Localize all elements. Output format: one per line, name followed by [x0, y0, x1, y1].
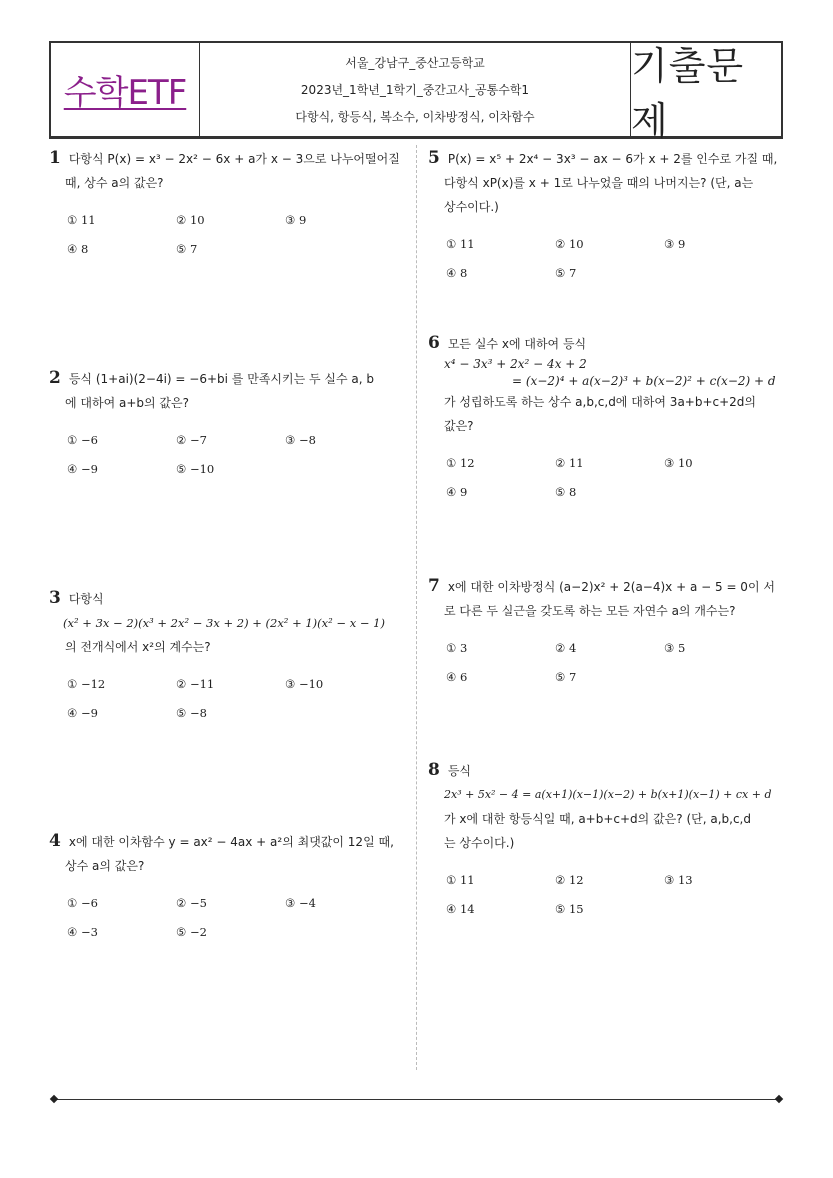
- choice-2[interactable]: ② −11: [176, 676, 215, 691]
- choice-3[interactable]: ③ −10: [285, 676, 324, 691]
- question-text-line: 때, 상수 a의 값은?: [65, 176, 164, 190]
- past-exam-label: 기출문제: [631, 43, 745, 143]
- choice-5[interactable]: ⑤ 7: [176, 241, 198, 256]
- question-text-line: 다항식 xP(x)를 x + 1로 나누었을 때의 나머지는? (단, a는: [444, 176, 754, 190]
- question-text-line: x에 대한 이차함수 y = ax² − 4ax + a²의 최댓값이 12일 때,: [68, 835, 394, 849]
- question-text-line: 는 상수이다.): [444, 836, 515, 850]
- question-7: [428, 574, 783, 691]
- choice-2[interactable]: ② 11: [555, 455, 584, 470]
- choice-1[interactable]: ① 3: [446, 640, 468, 655]
- choice-1[interactable]: ① −12: [67, 676, 106, 691]
- choice-5[interactable]: ⑤ 7: [555, 669, 577, 684]
- footer-rule: [54, 1099, 780, 1100]
- question-expression: (x² + 3x − 2)(x³ + 2x² − 3x + 2) + (2x² + 1)(x² − x − 1): [63, 616, 385, 630]
- question-text-line: 상수 a의 값은?: [65, 859, 145, 873]
- footer-diamond-right-icon: [775, 1095, 783, 1103]
- choice-1[interactable]: ① 11: [67, 212, 96, 227]
- choice-3[interactable]: ③ 13: [664, 872, 693, 887]
- question-number: 4: [49, 831, 61, 851]
- brand-logo: 수학ETF: [63, 73, 187, 113]
- question-6: [428, 331, 783, 506]
- choice-2[interactable]: ② 10: [555, 236, 584, 251]
- answer-choices: [428, 229, 783, 287]
- question-text-line: 의 전개식에서 x²의 계수는?: [65, 640, 211, 654]
- question-text-line: 가 x에 대한 항등식일 때, a+b+c+d의 값은? (단, a,b,c,d: [444, 812, 751, 826]
- question-1: [49, 146, 399, 263]
- footer-diamond-left-icon: [50, 1095, 58, 1103]
- choice-5[interactable]: ⑤ 7: [555, 265, 577, 280]
- question-text-line: 모든 실수 x에 대하여 등식: [447, 337, 587, 351]
- answer-choices: [49, 205, 399, 263]
- choice-3[interactable]: ③ −4: [285, 895, 316, 910]
- choice-5[interactable]: ⑤ −8: [176, 705, 207, 720]
- choice-3[interactable]: ③ 10: [664, 455, 693, 470]
- question-expression: 2x³ + 5x² − 4 = a(x+1)(x−1)(x−2) + b(x+1)(x−1) + cx + d: [444, 788, 772, 801]
- choice-4[interactable]: ④ 9: [446, 484, 468, 499]
- question-8: [428, 758, 783, 923]
- question-text-line: P(x) = x⁵ + 2x⁴ − 3x³ − ax − 6가 x + 2를 인수로 가질 때,: [447, 152, 778, 166]
- choice-3[interactable]: ③ 9: [664, 236, 686, 251]
- school-name: 서울_강남구_중산고등학교: [345, 56, 485, 70]
- choice-5[interactable]: ⑤ −10: [176, 461, 215, 476]
- choice-4[interactable]: ④ −9: [67, 461, 98, 476]
- choice-2[interactable]: ② −7: [176, 432, 207, 447]
- choice-4[interactable]: ④ −9: [67, 705, 98, 720]
- exam-info-cell: [200, 43, 631, 136]
- question-number: 7: [428, 576, 440, 596]
- choice-4[interactable]: ④ 8: [446, 265, 468, 280]
- answer-choices: [49, 669, 399, 727]
- question-number: 5: [428, 148, 440, 168]
- question-text-line: 값은?: [444, 419, 474, 433]
- question-text-line: 등식 (1+ai)(2−4i) = −6+bi 를 만족시키는 두 실수 a, b: [68, 372, 374, 386]
- answer-choices: [428, 865, 783, 923]
- choice-3[interactable]: ③ 5: [664, 640, 686, 655]
- question-text-line: 가 성립하도록 하는 상수 a,b,c,d에 대하여 3a+b+c+2d의: [444, 395, 757, 409]
- answer-choices: [49, 888, 399, 946]
- question-text-line: 등식: [447, 764, 472, 778]
- exam-title: 2023년_1학년_1학기_중간고사_공통수학1: [300, 83, 530, 97]
- question-number: 1: [49, 148, 61, 168]
- question-5: [428, 146, 783, 287]
- choice-2[interactable]: ② 10: [176, 212, 205, 227]
- question-number: 3: [49, 588, 61, 608]
- question-2: [49, 366, 399, 483]
- choice-2[interactable]: ② 12: [555, 872, 584, 887]
- question-expression: x⁴ − 3x³ + 2x² − 4x + 2: [444, 357, 587, 371]
- exam-topics: 다항식, 항등식, 복소수, 이차방정식, 이차함수: [295, 110, 535, 124]
- question-4: [49, 829, 399, 946]
- choice-1[interactable]: ① −6: [67, 432, 98, 447]
- choice-4[interactable]: ④ 8: [67, 241, 89, 256]
- question-expression: = (x−2)⁴ + a(x−2)³ + b(x−2)² + c(x−2) + d: [512, 374, 776, 388]
- column-divider: [416, 145, 417, 1070]
- label-cell: [631, 43, 781, 143]
- choice-1[interactable]: ① −6: [67, 895, 98, 910]
- choice-1[interactable]: ① 11: [446, 872, 475, 887]
- question-number: 2: [49, 368, 61, 388]
- answer-choices: [428, 448, 783, 506]
- answer-choices: [49, 425, 399, 483]
- question-text-line: 로 다른 두 실근을 갖도록 하는 모든 자연수 a의 개수는?: [444, 604, 736, 618]
- choice-4[interactable]: ④ 14: [446, 901, 475, 916]
- choice-5[interactable]: ⑤ 15: [555, 901, 584, 916]
- choice-5[interactable]: ⑤ 8: [555, 484, 577, 499]
- question-number: 6: [428, 333, 440, 353]
- choice-5[interactable]: ⑤ −2: [176, 924, 207, 939]
- choice-4[interactable]: ④ 6: [446, 669, 468, 684]
- question-text-line: 다항식 P(x) = x³ − 2x² − 6x + a가 x − 3으로 나누어떨어질: [68, 152, 400, 166]
- question-text-line: 다항식: [68, 592, 104, 606]
- choice-4[interactable]: ④ −3: [67, 924, 98, 939]
- question-text-line: 에 대하여 a+b의 값은?: [65, 396, 189, 410]
- choice-3[interactable]: ③ 9: [285, 212, 307, 227]
- answer-choices: [428, 633, 783, 691]
- question-text-line: x에 대한 이차방정식 (a−2)x² + 2(a−4)x + a − 5 = 0이 서: [447, 580, 775, 594]
- brand-cell: [51, 43, 200, 136]
- question-number: 8: [428, 760, 440, 780]
- question-text-line: 상수이다.): [444, 200, 499, 214]
- exam-header: [49, 41, 783, 143]
- choice-1[interactable]: ① 11: [446, 236, 475, 251]
- choice-2[interactable]: ② 4: [555, 640, 577, 655]
- choice-2[interactable]: ② −5: [176, 895, 207, 910]
- choice-3[interactable]: ③ −8: [285, 432, 316, 447]
- question-3: [49, 586, 399, 727]
- choice-1[interactable]: ① 12: [446, 455, 475, 470]
